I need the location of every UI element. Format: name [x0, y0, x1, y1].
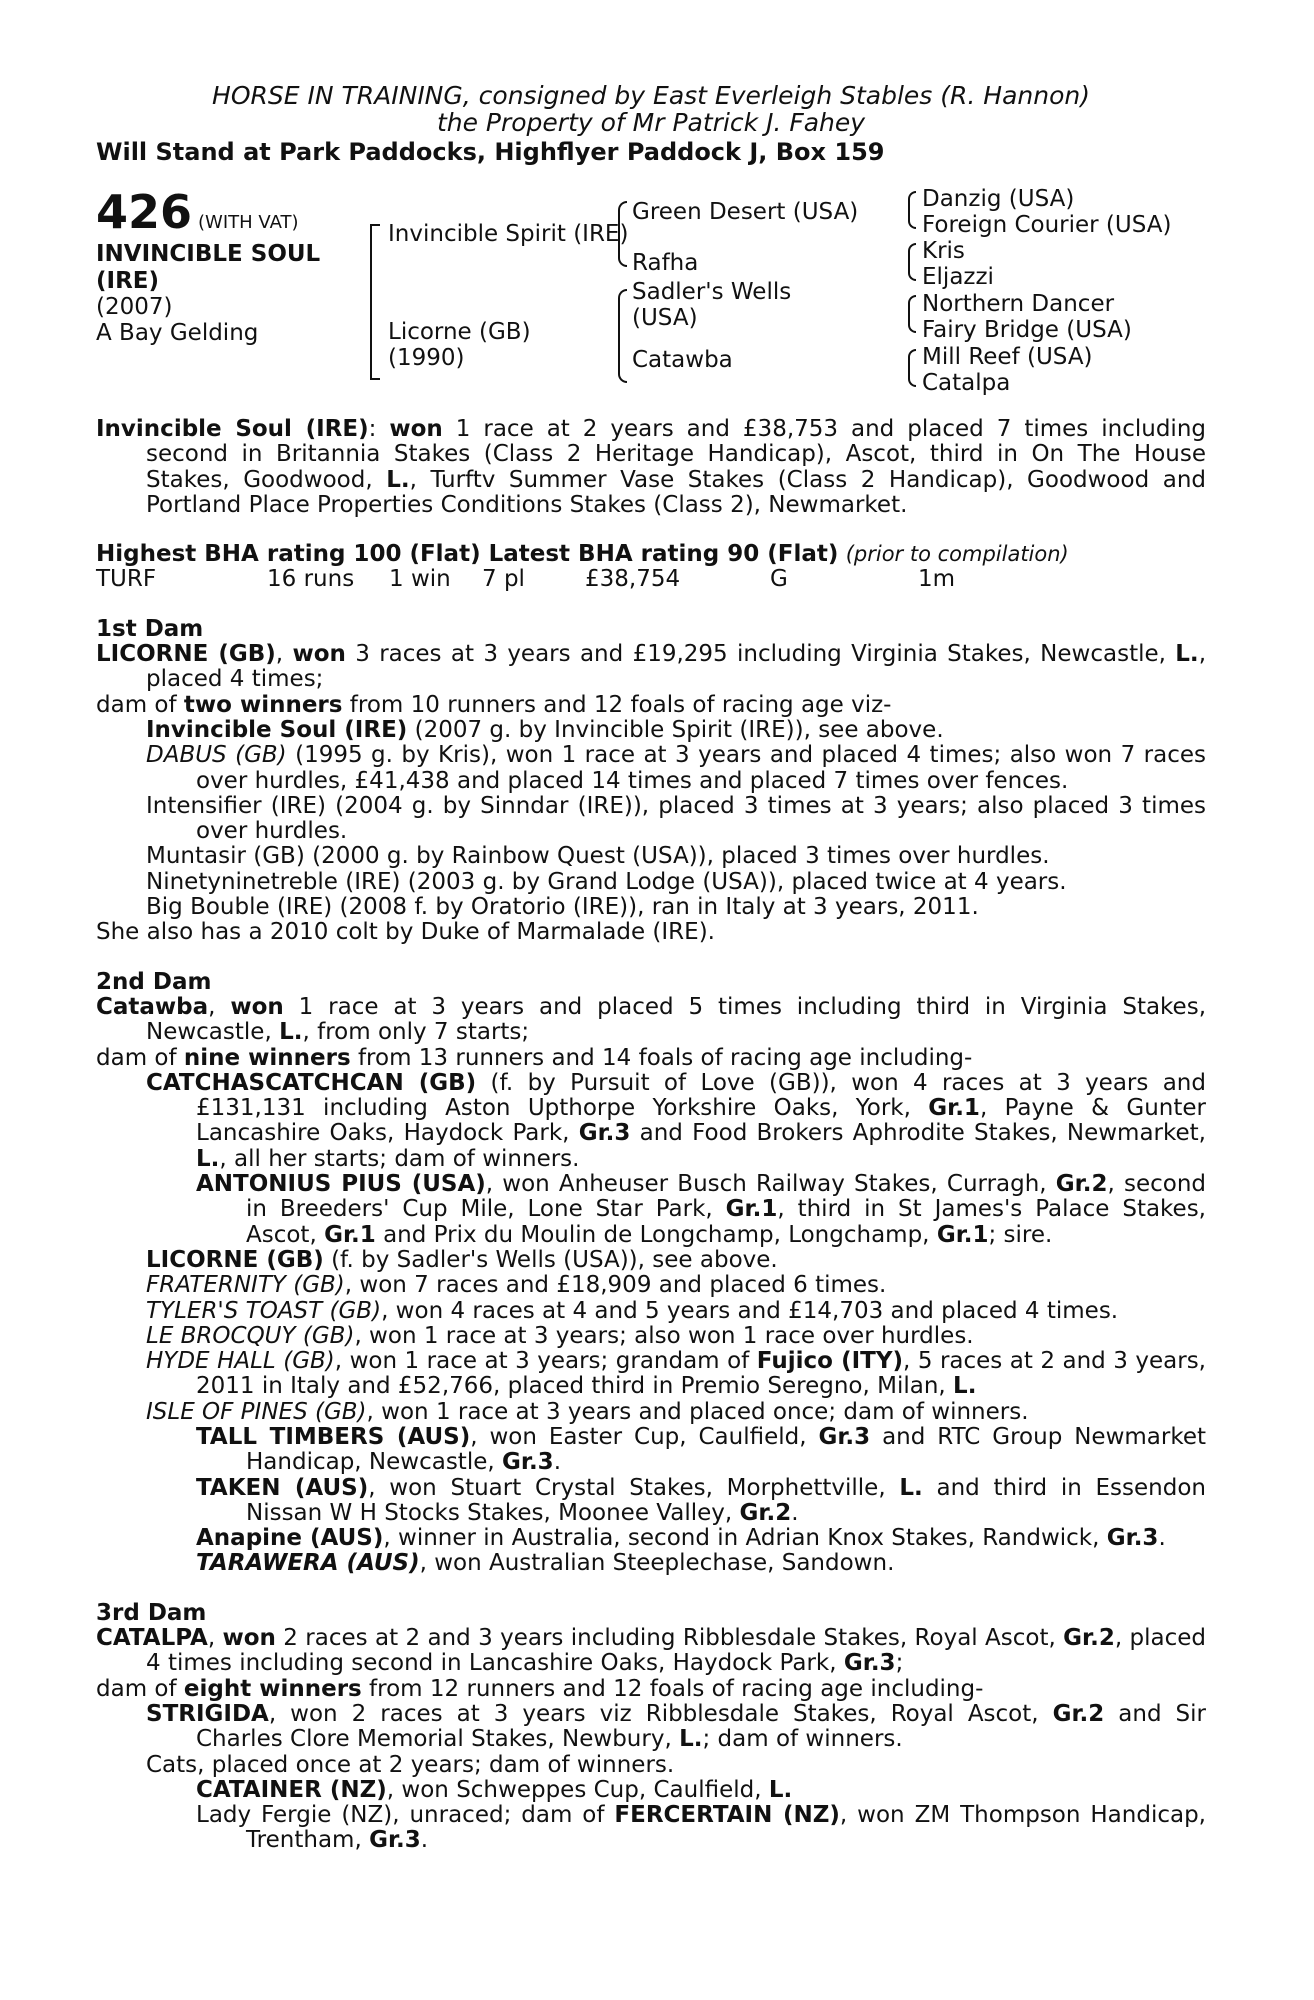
second-dam-heading: 2nd Dam	[96, 968, 212, 995]
first-dam-heading: 1st Dam	[96, 615, 204, 642]
sire-name: Invincible Spirit (IRE)	[388, 221, 629, 247]
listed-marker: L.	[1175, 641, 1199, 668]
grade-marker: Gr.3	[502, 1449, 554, 1476]
first-dam-name: LICORNE (GB)	[96, 641, 276, 668]
offspring-name: CATAINER (NZ)	[196, 1776, 387, 1803]
sire-dam-dam: Eljazzi	[922, 264, 994, 290]
grand-offspring-entry	[96, 1172, 1206, 1248]
grand-offspring-entry	[96, 1425, 1206, 1476]
owner-line: the Property of Mr Patrick J. Fahey	[436, 108, 866, 137]
offspring-text: , won 4 races at 4 and 5 years and £14,703 and placed 4 times.	[381, 1297, 1119, 1324]
g3-bracket-1	[908, 191, 916, 229]
third-dam-record	[96, 1626, 1206, 1677]
offspring-text: and RTC Group Newmarket Handicap, Newcastle,	[246, 1423, 1206, 1476]
dam-year: (1990)	[388, 345, 465, 371]
grade-marker: Gr.3	[369, 1827, 421, 1854]
sep: ,	[208, 993, 231, 1020]
first-dam-record	[96, 642, 1206, 693]
offspring-name: Anapine (AUS)	[196, 1525, 384, 1552]
offspring-text: , won Australian Steeplechase, Sandown.	[419, 1550, 895, 1577]
produce-text: from 10 runners and 12 foals of racing age viz-	[342, 691, 892, 718]
sire-bracket	[618, 201, 627, 267]
second-dam-text-2: , from only 7 starts;	[302, 1019, 530, 1046]
record-going: G	[770, 566, 788, 593]
listed-marker: L.	[899, 1474, 923, 1501]
offspring-text: , won 2 races at 3 years viz Ribblesdale Stakes, Royal Ascot,	[268, 1700, 1053, 1727]
offspring-name: STRIGIDA	[146, 1700, 269, 1727]
grade-marker: Gr.3	[843, 1650, 896, 1677]
record-runs: 16 runs	[267, 566, 355, 593]
grade-marker: Gr.1	[324, 1221, 376, 1248]
offspring-text: , won 7 races and £18,909 and placed 6 times.	[344, 1272, 887, 1299]
sire-sire-sire: Danzig (USA)	[922, 186, 1075, 212]
offspring-entry	[96, 1702, 1206, 1753]
offspring-entry: Intensifier (IRE) (2004 g. by Sinndar (IRE)), placed 3 times at 3 years; also placed 3 times over hurdles.	[146, 792, 1206, 845]
offspring-name: DABUS (GB)	[146, 742, 287, 769]
offspring-text: , won ZM Thompson Handicap, Trentham,	[246, 1802, 1206, 1854]
offspring-text: , won 1 race at 3 years and placed once; dam of winners.	[366, 1398, 1029, 1425]
offspring-entry	[96, 1299, 1206, 1324]
offspring-text: .	[553, 1449, 561, 1476]
sire-dam: Rafha	[632, 250, 699, 276]
grand-offspring-entry	[96, 1803, 1206, 1854]
race-summary	[96, 417, 1206, 518]
dam-sire-dam: Fairy Bridge (USA)	[922, 317, 1132, 343]
catalogue-page	[96, 82, 1206, 1854]
grand-offspring-entry	[96, 1476, 1206, 1527]
pedigree-table	[96, 179, 1206, 417]
foaling-year: (2007)	[96, 294, 173, 320]
offspring-text: , second in Breeders' Cup Mile, Lone Star Park,	[246, 1171, 1206, 1223]
offspring-text: , won Stuart Crystal Stakes, Morphettville,	[368, 1474, 900, 1501]
offspring-text: ; sire.	[988, 1221, 1053, 1248]
grade-marker: Gr.2	[1052, 1700, 1105, 1727]
stand-line: Will Stand at Park Paddocks, Highflyer Paddock J, Box 159	[96, 138, 885, 166]
offspring-name: CATCHASCATCHCAN (GB)	[146, 1069, 477, 1096]
horse-name-suffix: (IRE)	[96, 268, 160, 294]
winners-count: nine winners	[183, 1044, 351, 1071]
third-dam-name: CATALPA	[96, 1625, 208, 1652]
offspring-text: , Payne & Gunter Lancashire Oaks, Haydock Park,	[196, 1095, 1206, 1147]
g3-bracket-2	[908, 243, 916, 281]
record-wins: 1 win	[389, 566, 451, 593]
offspring-text: , won Schweppes Cup, Caulfield,	[386, 1776, 769, 1803]
lot-number-line	[96, 185, 299, 239]
offspring-entry: Muntasir (GB) (2000 g. by Rainbow Quest (USA)), placed 3 times over hurdles.	[146, 843, 1050, 870]
second-dam-name: Catawba	[96, 993, 209, 1020]
offspring-name: ISLE OF PINES (GB)	[146, 1398, 367, 1425]
third-dam-heading: 3rd Dam	[96, 1599, 207, 1626]
summary-text-2: , Turftv Summer Vase Stakes (Class 2 Handicap), Goodwood and Portland Place Properties Conditions Stakes (Class 2), Newmarket.	[146, 466, 1206, 518]
second-dam-produce	[96, 1046, 1206, 1071]
vat-label: (WITH VAT)	[198, 212, 299, 233]
dam-of: dam of	[96, 691, 184, 718]
catalogue-body	[96, 417, 1206, 1854]
pedigree-bracket	[370, 224, 380, 380]
horse-name: INVINCIBLE SOUL	[96, 241, 321, 267]
offspring-name: Invincible Soul (IRE)	[146, 716, 408, 743]
record-earnings: £38,754	[585, 566, 681, 593]
offspring-text: (f. by Sadler's Wells (USA)), see above.	[323, 1246, 778, 1273]
offspring-entry	[96, 1071, 1206, 1172]
offspring-text: .	[1158, 1525, 1166, 1552]
listed-marker: L.	[679, 1726, 703, 1753]
offspring-text: , all her starts; dam of winners.	[219, 1145, 580, 1172]
offspring-text: and Sir Charles Clore Memorial Stakes, Newbury,	[196, 1700, 1206, 1753]
grade-marker: Gr.3	[578, 1120, 631, 1147]
sire-dam-sire: Kris	[922, 238, 965, 264]
grade-marker: Gr.2	[1063, 1625, 1115, 1652]
offspring-text: , won Easter Cup, Caulfield,	[470, 1423, 819, 1450]
grade-marker: Gr.1	[936, 1221, 989, 1248]
listed-marker: L.	[953, 1373, 977, 1400]
winners-count: two winners	[183, 691, 343, 718]
offspring-name: LICORNE (GB)	[146, 1246, 324, 1273]
summary-won: won	[389, 416, 443, 442]
offspring-text: and Food Brokers Aphrodite Stakes, Newmarket,	[630, 1120, 1206, 1147]
offspring-text: (2007 g. by Invincible Spirit (IRE)), see above.	[407, 716, 944, 743]
record-surface: TURF	[96, 566, 157, 593]
dam-of: dam of	[96, 1675, 184, 1702]
offspring-text: and third in Essendon Nissan W H Stocks Stakes, Moonee Valley,	[246, 1474, 1206, 1526]
third-dam-text: , placed 4 times including second in Lancashire Oaks, Haydock Park,	[146, 1625, 1207, 1677]
rating-note: (prior to compilation)	[845, 542, 1069, 567]
grade-marker: Gr.1	[928, 1095, 980, 1122]
dam-sire-sire: Northern Dancer	[922, 291, 1115, 317]
offspring-entry: Cats, placed once at 2 years; dam of winners.	[146, 1751, 675, 1778]
dam-bracket	[618, 289, 627, 383]
listed-marker: L.	[196, 1145, 220, 1172]
dam-dam-dam: Catalpa	[922, 370, 1011, 396]
dam-name: Licorne (GB)	[388, 319, 531, 345]
listed-marker: L.	[279, 1019, 303, 1046]
offspring-entry	[96, 1349, 1206, 1400]
dam-of: dam of	[96, 1044, 184, 1071]
g3-bracket-3	[908, 295, 916, 333]
offspring-name: HYDE HALL (GB)	[146, 1348, 335, 1375]
offspring-text: , winner in Australia, second in Adrian Knox Stakes, Randwick,	[383, 1525, 1107, 1552]
offspring-text: Lady Fergie (NZ), unraced; dam of	[196, 1802, 615, 1829]
sire-sire: Green Desert (USA)	[632, 199, 859, 225]
sep: ,	[207, 1625, 223, 1652]
grade-marker: Gr.2	[739, 1499, 792, 1526]
g3-bracket-4	[908, 349, 916, 387]
offspring-entry: Ninetyninetreble (IRE) (2003 g. by Grand Lodge (USA)), placed twice at 4 years.	[146, 868, 1067, 895]
consignor-line: HORSE IN TRAINING, consigned by East Everleigh Stables (R. Hannon)	[212, 81, 1090, 110]
second-dam-record	[96, 995, 1206, 1046]
sep: ,	[275, 641, 293, 668]
first-dam-text-2: , placed 4 times;	[146, 641, 1206, 693]
first-dam-closing: She also has a 2010 colt by Duke of Marmalade (IRE).	[96, 919, 715, 946]
lot-number: 426	[96, 185, 193, 239]
grand-offspring-entry	[96, 1526, 1206, 1551]
won-label: won	[230, 993, 284, 1020]
bha-rating: Highest BHA rating 100 (Flat) Latest BHA rating 90 (Flat)	[96, 541, 839, 568]
sire-sire-dam: Foreign Courier (USA)	[922, 212, 1172, 238]
offspring-text: , won 1 race at 3 years; also won 1 race over hurdles.	[354, 1322, 974, 1349]
offspring-name: TYLER'S TOAST (GB)	[146, 1297, 382, 1324]
offspring-name: ANTONIUS PIUS (USA)	[196, 1171, 486, 1198]
offspring-name: TALL TIMBERS (AUS)	[196, 1423, 471, 1450]
offspring-text: , won 1 race at 3 years; grandam of	[334, 1348, 757, 1375]
winners-count: eight winners	[183, 1675, 362, 1702]
grade-marker: Gr.1	[725, 1196, 778, 1223]
offspring-name: FRATERNITY (GB)	[146, 1272, 345, 1299]
summary-horse-name: Invincible Soul (IRE)	[96, 416, 369, 442]
listed-marker: L.	[768, 1776, 793, 1803]
race-record-row	[96, 567, 1206, 592]
third-dam-text: ;	[895, 1650, 904, 1677]
first-dam-text: 3 races at 3 years and £19,295 including Virginia Stakes, Newcastle,	[345, 641, 1176, 668]
rating-line	[96, 542, 1206, 567]
third-dam-produce	[96, 1677, 1206, 1702]
second-dam-text: 1 race at 3 years and placed 5 times including third in Virginia Stakes, Newcastle,	[146, 993, 1207, 1046]
offspring-text: (f. by Pursuit of Love (GB)), won 4 races at 3 years and £131,131 including Aston Upthorpe Yorkshire Oaks, York,	[196, 1069, 1206, 1122]
produce-text: from 12 runners and 12 foals of racing age including-	[361, 1675, 984, 1702]
grade-marker: Gr.2	[1055, 1171, 1108, 1198]
offspring-entry	[96, 1273, 1206, 1298]
offspring-text: .	[420, 1827, 429, 1854]
record-placed: 7 pl	[482, 566, 525, 593]
dam-sire-line2: (USA)	[632, 305, 698, 331]
third-dam-text: 2 races at 2 and 3 years including Ribblesdale Stakes, Royal Ascot,	[275, 1625, 1064, 1652]
dam-sire-line1: Sadler's Wells	[632, 279, 792, 305]
won-label: won	[292, 641, 346, 668]
record-distance: 1m	[918, 566, 956, 593]
grand-offspring-name: Fujico (ITY)	[756, 1348, 904, 1375]
offspring-name: LE BROCQUY (GB)	[146, 1322, 355, 1349]
offspring-name: FERCERTAIN (NZ)	[614, 1802, 840, 1829]
grand-offspring-entry	[96, 1778, 1206, 1803]
first-dam-produce	[96, 693, 1206, 718]
offspring-text: and Prix du Moulin de Longchamp, Longchamp,	[375, 1221, 937, 1248]
horse-description: A Bay Gelding	[96, 320, 259, 346]
offspring-entry: Big Bouble (IRE) (2008 f. by Oratorio (IRE)), ran in Italy at 3 years, 2011.	[146, 894, 979, 921]
offspring-name: TAKEN (AUS)	[196, 1474, 369, 1501]
offspring-text: .	[791, 1499, 799, 1526]
offspring-text: ; dam of winners.	[702, 1726, 903, 1753]
produce-text: from 13 runners and 14 foals of racing age including-	[350, 1044, 973, 1071]
summary-colon: :	[368, 416, 390, 442]
summary-text: 1 race at 2 years and £38,753 and placed 7 times including second in Britannia Stakes (Class 2 Heritage Handicap), Ascot, third in On The House Stakes, Goodwood,	[146, 416, 1206, 493]
offspring-text: , 5 races at 2 and 3 years, 2011 in Italy and £52,766, placed third in Premio Seregno, Milan,	[196, 1348, 1206, 1400]
won-label: won	[222, 1625, 276, 1652]
offspring-entry	[96, 743, 1206, 794]
offspring-text: , won Anheuser Busch Railway Stakes, Curragh,	[485, 1171, 1056, 1198]
offspring-entry	[96, 718, 1206, 743]
offspring-entry	[96, 1400, 1206, 1425]
offspring-entry	[96, 1324, 1206, 1349]
offspring-text: , third in St James's Palace Stakes, Ascot,	[246, 1196, 1206, 1248]
dam-dam: Catawba	[632, 347, 733, 373]
grand-offspring-entry	[96, 1551, 1206, 1576]
offspring-entry	[96, 1248, 1206, 1273]
listed-marker: L.	[386, 466, 410, 493]
grade-marker: Gr.3	[818, 1423, 871, 1450]
grade-marker: Gr.3	[1106, 1525, 1159, 1552]
offspring-text: (1995 g. by Kris), won 1 race at 3 years and placed 4 times; also won 7 races over hurdles, £41,438 and placed 14 times and placed 7 times over fences.	[196, 742, 1206, 794]
offspring-name: TARAWERA (AUS)	[196, 1550, 420, 1577]
dam-dam-sire: Mill Reef (USA)	[922, 344, 1093, 370]
